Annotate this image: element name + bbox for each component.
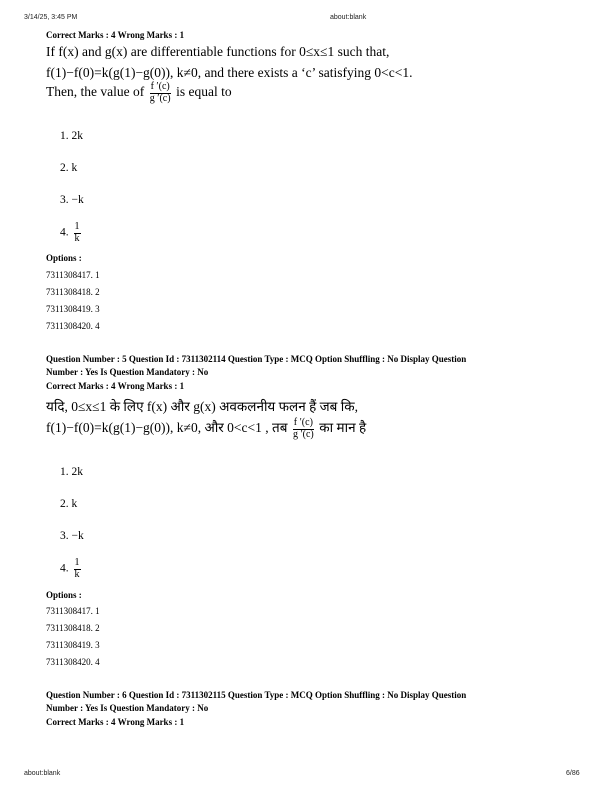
q6-header-line-1: Question Number : 6 Question Id : 7311302115 Question Type : MCQ Option Shuffling : No Display Question <box>46 690 467 700</box>
q5-options-title: Options : <box>46 590 82 600</box>
q4-option-id-3: 7311308419. 3 <box>46 304 100 314</box>
print-datetime: 3/14/25, 3:45 PM <box>24 14 78 21</box>
q4-option-4-label: 4. <box>60 226 69 239</box>
q5-header-line-2: Number : Yes Is Question Mandatory : No <box>46 367 209 377</box>
q5-line2-prefix: f(1)−f(0)=k(g(1)−g(0)), k≠0, और 0<c<1 , तब <box>46 420 288 436</box>
q4-question-line-3 <box>46 82 232 104</box>
q5-option-id-4: 7311308420. 4 <box>46 657 100 667</box>
q4-option-4-denominator: k <box>74 232 80 244</box>
q5-fraction <box>293 418 314 440</box>
q4-question-line-1: If f(x) and g(x) are differentiable functions for 0≤x≤1 such that, <box>46 44 390 59</box>
q4-fraction-numerator: f ′(c) <box>150 81 170 92</box>
q5-fraction-numerator: f ′(c) <box>293 417 313 428</box>
q4-line3-prefix: Then, the value of <box>46 84 145 100</box>
q5-option-3: 3. −k <box>60 530 84 542</box>
q5-option-id-3: 7311308419. 3 <box>46 640 100 650</box>
q4-option-1: 1. 2k <box>60 130 83 142</box>
q4-option-3: 3. −k <box>60 194 84 206</box>
print-page-counter: 6/86 <box>566 770 580 777</box>
q4-fraction <box>150 82 171 104</box>
q5-line2-suffix: का मान है <box>319 420 367 436</box>
q4-line3-suffix: is equal to <box>176 84 232 100</box>
q6-marks: Correct Marks : 4 Wrong Marks : 1 <box>46 717 185 727</box>
q5-header-line-1: Question Number : 5 Question Id : 7311302114 Question Type : MCQ Option Shuffling : No Display Question <box>46 354 467 364</box>
q4-option-id-1: 7311308417. 1 <box>46 270 100 280</box>
q4-fraction-denominator: g ′(c) <box>149 92 171 104</box>
q5-option-2: 2. k <box>60 498 78 510</box>
q5-option-id-1: 7311308417. 1 <box>46 606 100 616</box>
q4-question-line-2: f(1)−f(0)=k(g(1)−g(0)), k≠0, and there exists a ‘c’ satisfying 0<c<1. <box>46 65 413 80</box>
q4-option-4-fraction <box>74 222 81 244</box>
q6-header-line-2: Number : Yes Is Question Mandatory : No <box>46 703 209 713</box>
q5-marks: Correct Marks : 4 Wrong Marks : 1 <box>46 381 185 391</box>
q5-question-line-1: यदि, 0≤x≤1 के लिए f(x) और g(x) अवकलनीय फलन हैं जब कि, <box>46 399 358 414</box>
q5-option-1: 1. 2k <box>60 466 83 478</box>
q5-fraction-denominator: g ′(c) <box>292 428 314 440</box>
q4-option-4 <box>60 222 83 244</box>
q5-option-4-fraction <box>74 558 81 580</box>
q5-option-4-denominator: k <box>74 568 80 580</box>
q4-options-title: Options : <box>46 253 82 263</box>
q5-option-4-numerator: 1 <box>74 557 80 568</box>
q5-option-4-label: 4. <box>60 562 69 575</box>
q5-option-id-2: 7311308418. 2 <box>46 623 100 633</box>
q5-option-4 <box>60 558 83 580</box>
q4-option-4-numerator: 1 <box>74 221 80 232</box>
q4-option-id-2: 7311308418. 2 <box>46 287 100 297</box>
print-footer-url: about:blank <box>24 770 61 777</box>
q4-option-id-4: 7311308420. 4 <box>46 321 100 331</box>
q5-question-line-2 <box>46 418 366 440</box>
print-page-title: about:blank <box>330 14 367 21</box>
q4-option-2: 2. k <box>60 162 78 174</box>
q4-marks: Correct Marks : 4 Wrong Marks : 1 <box>46 30 185 40</box>
